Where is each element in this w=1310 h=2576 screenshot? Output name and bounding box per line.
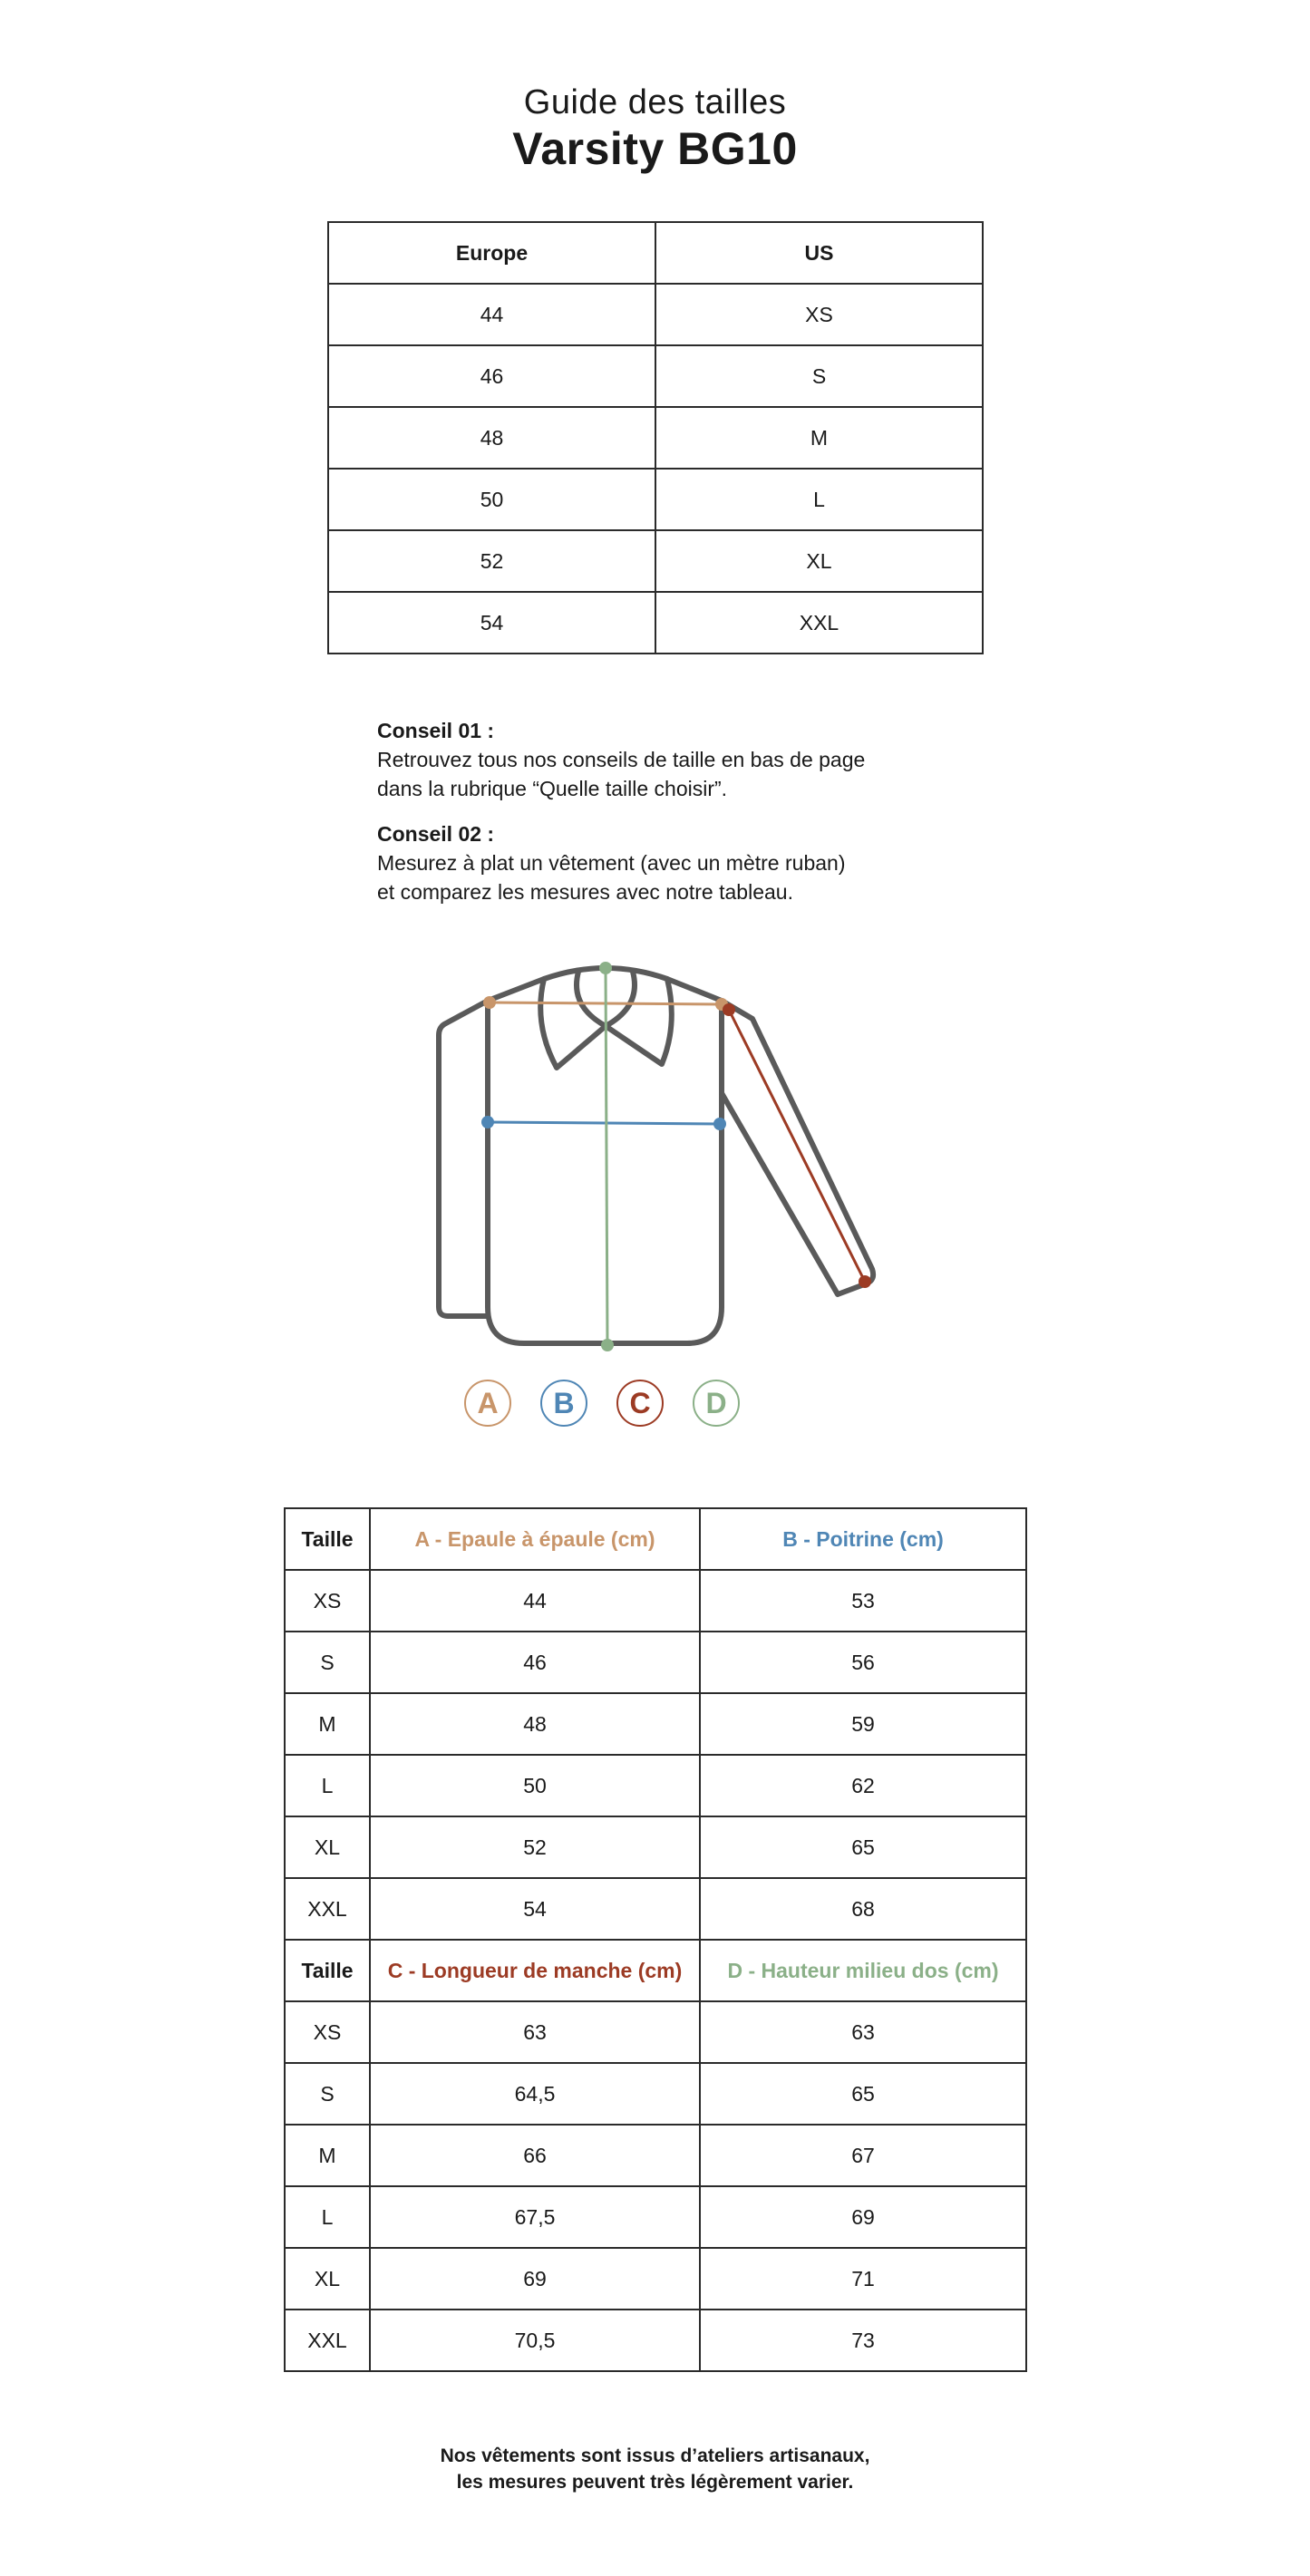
cell-chest: 68 [700, 1878, 1026, 1940]
table-row [328, 592, 983, 654]
cell-sleeve-length: 66 [370, 2125, 700, 2186]
cell-size: L [285, 1755, 370, 1816]
table-row [285, 2310, 1026, 2371]
cell-back-height: 69 [700, 2186, 1026, 2248]
table-header-row [285, 1508, 1026, 1570]
footer-note [0, 2443, 1310, 2495]
product-title: Varsity BG10 [512, 123, 798, 174]
tip-title: Conseil 01 : [377, 719, 495, 742]
cell-shoulder: 50 [370, 1755, 700, 1816]
cell-back-height: 65 [700, 2063, 1026, 2125]
shirt-left-sleeve [439, 1001, 488, 1316]
cell-size: M [285, 1693, 370, 1755]
header-back-height: D - Hauteur milieu dos (cm) [700, 1940, 1026, 2001]
cell-shoulder: 54 [370, 1878, 700, 1940]
cell-chest: 65 [700, 1816, 1026, 1878]
cell-sleeve-length: 64,5 [370, 2063, 700, 2125]
cell-size: XL [285, 1816, 370, 1878]
shirt-measurement-diagram [426, 952, 898, 1360]
table-row [285, 2063, 1026, 2125]
cell-size: XS [285, 1570, 370, 1632]
legend-badge-c: C [616, 1380, 664, 1427]
cell-us: S [655, 345, 983, 407]
tip-body: Mesurez à plat un vêtement (avec un mètre ruban) et comparez les mesures avec notre tableau. [377, 851, 846, 904]
size-conversion-table [327, 221, 984, 654]
cell-shoulder: 52 [370, 1816, 700, 1878]
header-size: Taille [285, 1508, 370, 1570]
shirt-collar-right [606, 972, 672, 1064]
header-shoulder: A - Epaule à épaule (cm) [370, 1508, 700, 1570]
table-header-row [285, 1940, 1026, 2001]
cell-europe: 50 [328, 469, 655, 530]
measure-point-c-top [723, 1003, 735, 1016]
tips-section [377, 716, 957, 923]
header-chest: B - Poitrine (cm) [700, 1508, 1026, 1570]
table-row [328, 469, 983, 530]
table-row [285, 1570, 1026, 1632]
cell-size: S [285, 2063, 370, 2125]
measure-point-c-bottom [859, 1275, 871, 1288]
header-europe: Europe [328, 222, 655, 284]
cell-sleeve-length: 70,5 [370, 2310, 700, 2371]
table-row [285, 1816, 1026, 1878]
table-row [285, 2001, 1026, 2063]
cell-back-height: 71 [700, 2248, 1026, 2310]
cell-europe: 54 [328, 592, 655, 654]
cell-europe: 52 [328, 530, 655, 592]
cell-europe: 48 [328, 407, 655, 469]
cell-chest: 53 [700, 1570, 1026, 1632]
cell-europe: 44 [328, 284, 655, 345]
measure-point-b-left [481, 1116, 494, 1128]
table-row [328, 345, 983, 407]
measure-point-d-bottom [601, 1339, 614, 1351]
table-row [285, 1878, 1026, 1940]
footer-line-1: Nos vêtements sont issus d’ateliers artisanaux, [440, 2445, 870, 2466]
tip-2 [377, 819, 957, 906]
table-row [285, 2125, 1026, 2186]
header-size: Taille [285, 1940, 370, 2001]
tip-1 [377, 716, 957, 803]
cell-back-height: 73 [700, 2310, 1026, 2371]
cell-shoulder: 44 [370, 1570, 700, 1632]
table-row [328, 530, 983, 592]
measure-point-a-left [483, 996, 496, 1009]
measure-point-d-top [599, 962, 612, 974]
cell-size: XL [285, 2248, 370, 2310]
table-row [328, 284, 983, 345]
cell-chest: 62 [700, 1755, 1026, 1816]
cell-back-height: 63 [700, 2001, 1026, 2063]
table-row [285, 2248, 1026, 2310]
header-us: US [655, 222, 983, 284]
tip-title: Conseil 02 : [377, 822, 495, 846]
cell-us: XL [655, 530, 983, 592]
cell-chest: 56 [700, 1632, 1026, 1693]
cell-shoulder: 48 [370, 1693, 700, 1755]
table-row [285, 1632, 1026, 1693]
table-row [285, 1755, 1026, 1816]
cell-back-height: 67 [700, 2125, 1026, 2186]
shirt-collar-left [540, 972, 606, 1068]
cell-sleeve-length: 67,5 [370, 2186, 700, 2248]
cell-size: M [285, 2125, 370, 2186]
cell-size: XXL [285, 1878, 370, 1940]
cell-sleeve-length: 69 [370, 2248, 700, 2310]
header-sleeve-length: C - Longueur de manche (cm) [370, 1940, 700, 2001]
footer-line-2: les mesures peuvent très légèrement varier. [456, 2472, 854, 2493]
cell-shoulder: 46 [370, 1632, 700, 1693]
cell-chest: 59 [700, 1693, 1026, 1755]
cell-size: XS [285, 2001, 370, 2063]
legend-badge-a: A [464, 1380, 511, 1427]
cell-us: L [655, 469, 983, 530]
measure-line-b [488, 1122, 720, 1124]
table-row [285, 1693, 1026, 1755]
cell-europe: 46 [328, 345, 655, 407]
measure-line-d [606, 968, 607, 1345]
measurements-table [284, 1507, 1027, 2372]
cell-us: M [655, 407, 983, 469]
table-row [285, 2186, 1026, 2248]
cell-size: L [285, 2186, 370, 2248]
measure-point-b-right [713, 1118, 726, 1130]
legend-badge-d: D [693, 1380, 740, 1427]
tip-body: Retrouvez tous nos conseils de taille en bas de page dans la rubrique “Quelle taille choisir”. [377, 748, 866, 800]
cell-sleeve-length: 63 [370, 2001, 700, 2063]
cell-size: S [285, 1632, 370, 1693]
legend-badge-b: B [540, 1380, 587, 1427]
page-subtitle: Guide des tailles [523, 83, 787, 121]
table-header-row [328, 222, 983, 284]
cell-size: XXL [285, 2310, 370, 2371]
table-row [328, 407, 983, 469]
cell-us: XS [655, 284, 983, 345]
cell-us: XXL [655, 592, 983, 654]
